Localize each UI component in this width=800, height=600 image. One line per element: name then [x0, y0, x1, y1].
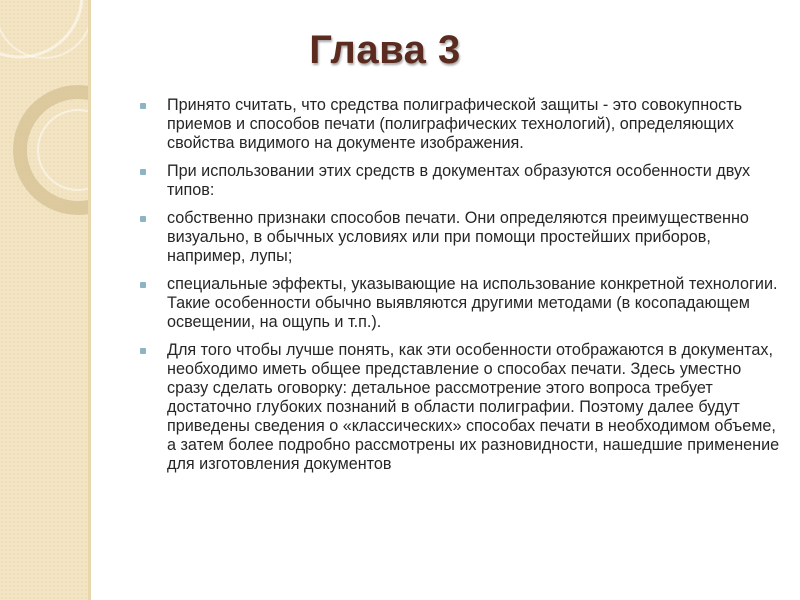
- decorative-sidebar: [0, 0, 88, 600]
- bullet-text: специальные эффекты, указывающие на использование конкретной технологии. Такие особенности обычно выявляются другими методами (в косопадающем освещении, на ощупь и т.п.).: [167, 275, 778, 331]
- bullet-text: собственно признаки способов печати. Они определяются преимущественно визуально, в обычных условиях или при помощи простейших приборов, например, лупы;: [167, 209, 749, 265]
- sidebar-divider: [88, 0, 91, 600]
- square-bullet-icon: [140, 282, 146, 288]
- bullet-text: При использовании этих средств в документах образуются особенности двух типов:: [167, 162, 751, 199]
- square-bullet-icon: [140, 348, 146, 354]
- bullet-text: Принято считать, что средства полиграфической защиты - это совокупность приемов и способов печати (полиграфических технологий), определяющих свойства видимого на документе изображения.: [167, 96, 743, 152]
- list-item: [140, 209, 780, 266]
- square-bullet-icon: [140, 169, 146, 175]
- bullet-list: [140, 96, 780, 483]
- square-bullet-icon: [140, 103, 146, 109]
- decorative-circles-icon: [0, 0, 88, 600]
- list-item: [140, 162, 780, 200]
- slide-title: Глава 3: [309, 28, 461, 72]
- square-bullet-icon: [140, 216, 146, 222]
- list-item: [140, 341, 780, 474]
- list-item: [140, 96, 780, 153]
- list-item: [140, 275, 780, 332]
- bullet-text: Для того чтобы лучше понять, как эти особенности отображаются в документах, необходимо иметь общее представление о способах печати. Здесь уместно сразу сделать оговорку: детальное рассмотрение этого вопроса требует достаточно глубоких познаний в области полиграфии. Поэтому далее будут приведены сведения о «классических» способах печати в необходимом объеме, а затем более подробно рассмотрены их разновидности, нашедшие применение для изготовления документов: [167, 341, 780, 473]
